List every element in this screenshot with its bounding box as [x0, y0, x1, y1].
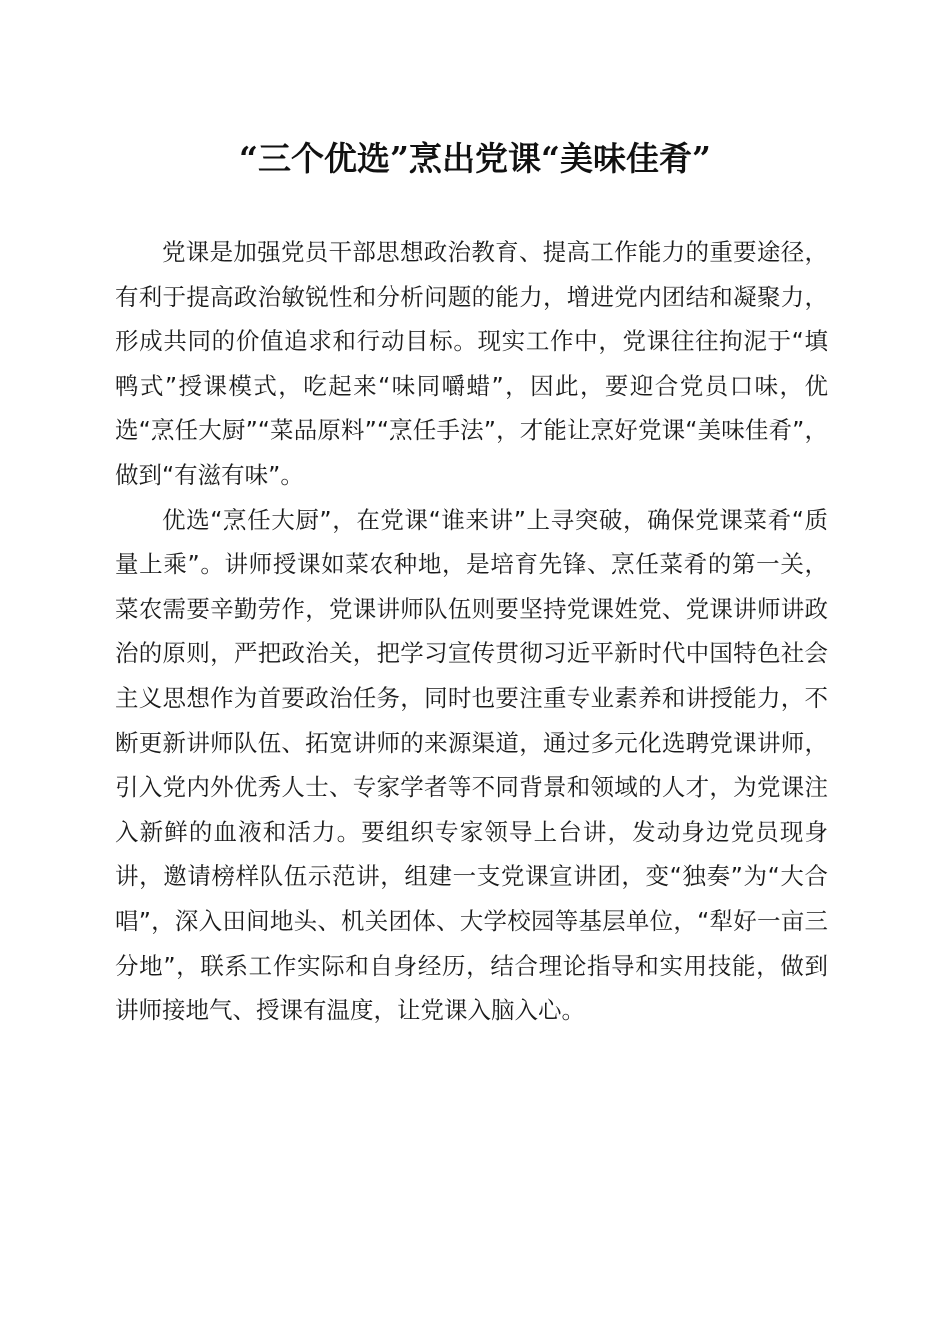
paragraph-2: 优选“烹任大厨”，在党课“谁来讲”上寻突破，确保党课菜肴“质量上乘”。讲师授课如菜农种地，是培育先锋、烹任菜肴的第一关，菜农需要辛勤劳作，党课讲师队伍则要坚持党课姓党、党课讲师讲政治的原则，严把政治关，把学习宣传贯彻习近平新时代中国特色社会主义思想作为首要政治任务，同时也要注重专业素养和讲授能力，不断更新讲师队伍、拓宽讲师的来源渠道，通过多元化选聘党课讲师，引入党内外优秀人士、专家学者等不同背景和领域的人才，为党课注入新鲜的血液和活力。要组织专家领导上台讲，发动身边党员现身讲，邀请榜样队伍示范讲，组建一支党课宣讲团，变“独奏”为“大合唱”，深入田间地头、机关团体、大学校园等基层单位，“犁好一亩三分地”，联系工作实际和自身经历，结合理论指导和实用技能，做到讲师接地气、授课有温度，让党课入脑入心。: [115, 505, 828, 1025]
paragraph-1: 党课是加强党员干部思想政治教育、提高工作能力的重要途径，有利于提高政治敏锐性和分析问题的能力，增进党内团结和凝聚力，形成共同的价值追求和行动目标。现实工作中，党课往往拘泥于“填鸭式”授课模式，吃起来“味同嚼蜡”，因此，要迎合党员口味，优选“烹任大厨”“菜品原料”“烹任手法”，才能让烹好党课“美味佳肴”，做到“有滋有味”。: [115, 238, 828, 489]
document-body: [115, 230, 828, 1033]
document-title: “三个优选”烹出党课“美味佳肴”: [239, 139, 711, 178]
